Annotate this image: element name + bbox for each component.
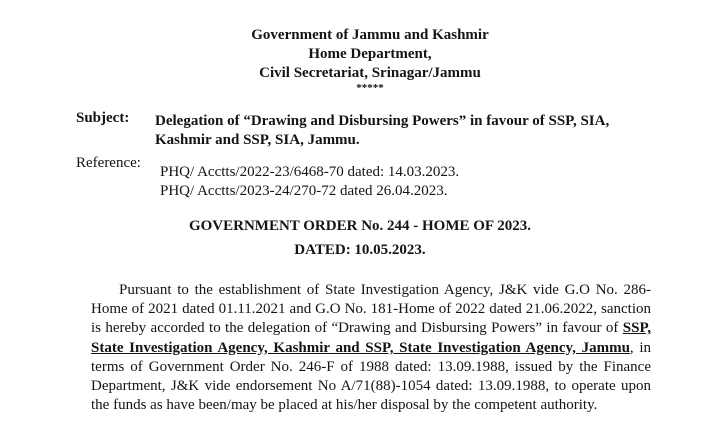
order-body-paragraph bbox=[91, 281, 651, 415]
body-emphasis: SSP, State Investigation Agency, Kashmir and SSP, State Investigation Agency, Jammu bbox=[91, 320, 651, 356]
header-stars: ***** bbox=[356, 82, 384, 94]
letterhead bbox=[200, 26, 540, 93]
reference-label: Reference: bbox=[76, 155, 141, 171]
order-date: DATED: 10.05.2023. bbox=[294, 242, 426, 258]
order-heading bbox=[150, 214, 570, 262]
body-text-part-2: , in terms of Government Order No. 246-F of 1988 dated: 13.09.1988, issued by the Finance Department, J&K vide endorsement No A/71(88)-1054 dated: 13.09.1988, to operate upon the funds as have been/may be placed at his/her disposal by the competent authority. bbox=[91, 339, 652, 414]
header-secretariat: Civil Secretariat, Srinagar/Jammu bbox=[259, 65, 481, 81]
reference-line-2: PHQ/ Acctts/2023-24/270-72 dated 26.04.2023. bbox=[160, 183, 448, 199]
body-text-part-1: Pursuant to the establishment of State Investigation Agency, J&K vide G.O No. 286-Home of 2021 dated 01.11.2021 and G.O No. 181-Home of 2022 dated 21.06.2022, sanction is hereby accorded to the delegation of “Drawing and Disbursing Powers” in favour of bbox=[91, 282, 651, 337]
order-title: GOVERNMENT ORDER No. 244 - HOME OF 2023. bbox=[188, 218, 532, 234]
header-government: Government of Jammu and Kashmir bbox=[251, 27, 489, 43]
subject-text: Delegation of “Drawing and Disbursing Powers” in favour of SSP, SIA, Kashmir and SSP, SIA, Jammu. bbox=[155, 113, 610, 148]
subject-label: Subject: bbox=[76, 110, 130, 126]
reference-line-1: PHQ/ Acctts/2022-23/6468-70 dated: 14.03.2023. bbox=[160, 164, 460, 180]
header-department: Home Department, bbox=[308, 46, 432, 62]
